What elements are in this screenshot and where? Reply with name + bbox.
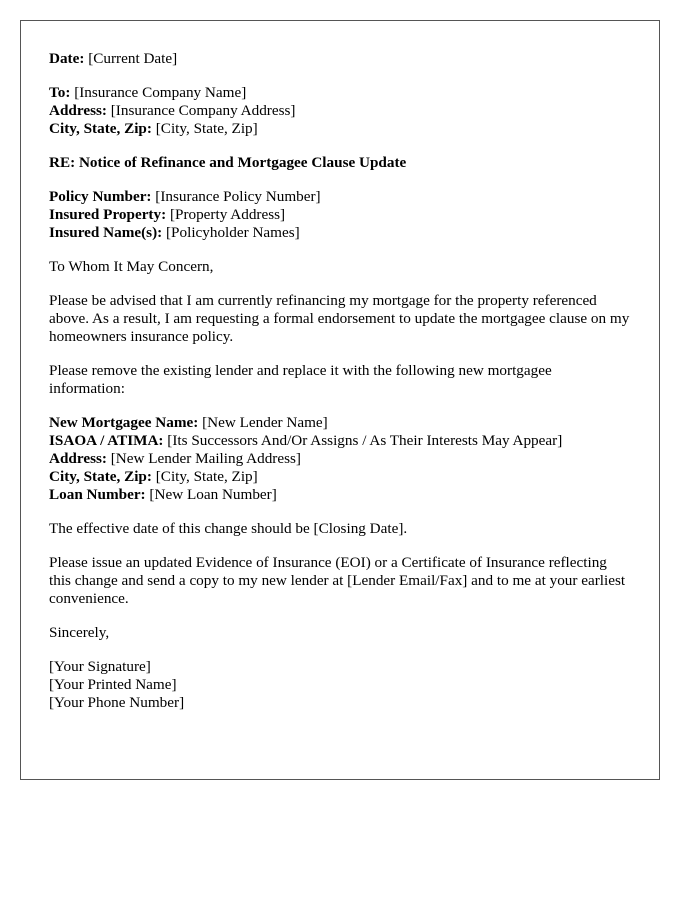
recipient-address-label: Address: [49,102,107,119]
body-paragraph-2: Please remove the existing lender and replace it with the following new mortgagee information: [49,362,552,397]
to-label: To: [49,84,71,101]
loan-number-value: [New Loan Number] [149,486,277,503]
date-block [49,50,631,68]
date-label: Date: [49,50,85,67]
recipient-address-line [49,102,631,120]
mortgagee-csz-line [49,468,631,486]
mortgagee-csz-label: City, State, Zip: [49,468,152,485]
signature-block [49,658,631,712]
mortgagee-address-label: Address: [49,450,107,467]
letter-document [20,20,660,780]
insured-property-value: [Property Address] [169,206,286,223]
valediction: Sincerely, [49,624,110,641]
body-paragraph-3: The effective date of this change should be [Closing Date]. [49,520,408,537]
printed-name-line: [Your Printed Name] [49,676,177,693]
body-paragraph-4: Please issue an updated Evidence of Insurance (EOI) or a Certificate of Insurance reflecting this change and send a copy to my new lender at [Lender Email/Fax] and to me at your earliest convenience. [49,554,626,607]
salutation: To Whom It May Concern, [49,258,214,275]
mortgagee-name-label: New Mortgagee Name: [49,414,199,431]
recipient-address-value: [Insurance Company Address] [110,102,296,119]
recipient-csz-label: City, State, Zip: [49,120,152,137]
mortgagee-name-line [49,414,631,432]
mortgagee-address-value: [New Lender Mailing Address] [110,450,301,467]
policy-block [49,188,631,242]
loan-number-line [49,486,631,504]
isaoa-value: [Its Successors And/Or Assigns / As Their Interests May Appear] [167,432,563,449]
insured-names-label: Insured Name(s): [49,224,163,241]
subject-line: RE: Notice of Refinance and Mortgagee Clause Update [49,154,407,171]
signature-line: [Your Signature] [49,658,151,675]
insured-property-label: Insured Property: [49,206,167,223]
phone-number-line: [Your Phone Number] [49,694,185,711]
recipient-name-line [49,84,631,102]
to-value: [Insurance Company Name] [74,84,247,101]
insured-names-line [49,224,631,242]
recipient-block [49,84,631,138]
date-line [49,50,631,68]
policy-number-line [49,188,631,206]
policy-number-label: Policy Number: [49,188,152,205]
policy-number-value: [Insurance Policy Number] [155,188,321,205]
insured-names-value: [Policyholder Names] [166,224,300,241]
mortgagee-block [49,414,631,504]
mortgagee-csz-value: [City, State, Zip] [155,468,258,485]
insured-property-line [49,206,631,224]
date-value: [Current Date] [88,50,178,67]
loan-number-label: Loan Number: [49,486,146,503]
mortgagee-name-value: [New Lender Name] [202,414,328,431]
recipient-csz-line [49,120,631,138]
isaoa-line [49,432,631,450]
recipient-csz-value: [City, State, Zip] [155,120,258,137]
isaoa-label: ISAOA / ATIMA: [49,432,164,449]
mortgagee-address-line [49,450,631,468]
subject-block [49,154,631,172]
body-paragraph-1: Please be advised that I am currently refinancing my mortgage for the property referenced above. As a result, I am requesting a formal endorsement to update the mortgagee clause on my homeowners insurance policy. [49,292,630,345]
